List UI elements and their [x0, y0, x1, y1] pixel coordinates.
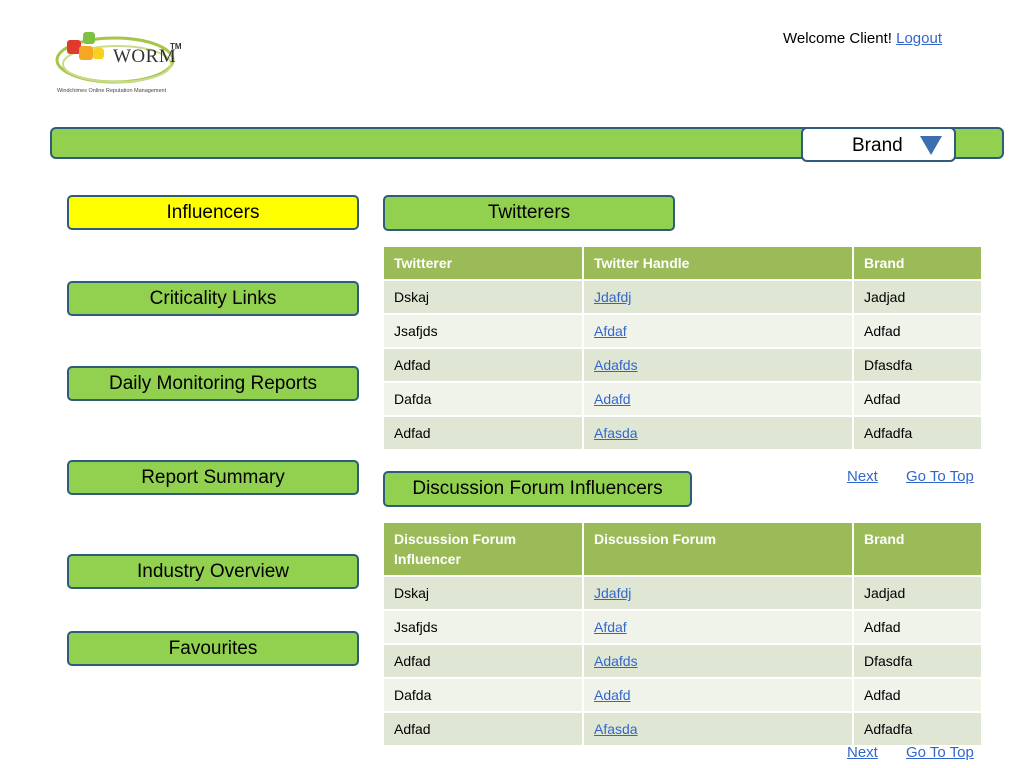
logo-wordmark: WORM [113, 46, 177, 67]
forum-next-link[interactable]: Next [847, 744, 878, 761]
table-row [384, 678, 981, 712]
logo-trademark: TM [170, 42, 182, 51]
welcome-area [783, 30, 942, 47]
twitterer-cell: Adfad [384, 348, 583, 382]
table-row [384, 348, 981, 382]
twitterers-section-title: Twitterers [383, 195, 675, 231]
forum-go-to-top-link[interactable]: Go To Top [906, 744, 974, 761]
brand-cell: Jadjad [853, 280, 981, 314]
twitter-handle-cell [583, 416, 853, 450]
sidebar-item-industry-overview[interactable]: Industry Overview [67, 554, 359, 589]
influencer-cell: Adfad [384, 644, 583, 678]
influencer-cell: Jsafjds [384, 610, 583, 644]
column-header-twitterer: Twitterer [384, 247, 583, 280]
twitter-handle-cell [583, 314, 853, 348]
column-header-brand: Brand [853, 523, 981, 576]
brand-cell: Jadjad [853, 576, 981, 610]
brand-cell: Adfadfa [853, 416, 981, 450]
brand-dropdown[interactable] [801, 127, 956, 162]
twitterer-cell: Jsafjds [384, 314, 583, 348]
forum-influencers-table [384, 523, 981, 747]
twitter-handle-link[interactable]: Afdaf [594, 323, 627, 339]
column-header-discussion-forum-influencer: Discussion Forum Influencer [384, 523, 583, 576]
discussion-forum-link[interactable]: Adafd [594, 687, 631, 703]
triangle-down-icon [920, 136, 942, 155]
brand-cell: Adfadfa [853, 712, 981, 746]
sidebar-item-influencers[interactable]: Influencers [67, 195, 359, 230]
discussion-forum-cell [583, 644, 853, 678]
brand-cell: Adfad [853, 314, 981, 348]
table-row [384, 712, 981, 746]
twitterers-next-link[interactable]: Next [847, 468, 878, 485]
discussion-forum-link[interactable]: Adafds [594, 653, 638, 669]
twitter-handle-cell [583, 280, 853, 314]
brand-cell: Adfad [853, 382, 981, 416]
logo-tagline: Windchimes Online Reputation Management [57, 88, 167, 94]
table-row [384, 644, 981, 678]
discussion-forum-cell [583, 678, 853, 712]
sidebar-item-report-summary[interactable]: Report Summary [67, 460, 359, 495]
influencer-cell: Adfad [384, 712, 583, 746]
twitterers-table [384, 247, 981, 451]
influencer-cell: Dafda [384, 678, 583, 712]
welcome-text: Welcome Client! [783, 30, 892, 47]
column-header-twitter-handle: Twitter Handle [583, 247, 853, 280]
twitter-handle-link[interactable]: Adafds [594, 357, 638, 373]
discussion-forum-link[interactable]: Jdafdj [594, 585, 632, 601]
brand-cell: Dfasdfa [853, 644, 981, 678]
sidebar-item-daily-monitoring-reports[interactable]: Daily Monitoring Reports [67, 366, 359, 401]
sidebar-item-favourites[interactable]: Favourites [67, 631, 359, 666]
column-header-discussion-forum: Discussion Forum [583, 523, 853, 576]
brand-cell: Adfad [853, 610, 981, 644]
table-row [384, 416, 981, 450]
brand-cell: Adfad [853, 678, 981, 712]
brand-dropdown-label: Brand [852, 135, 903, 156]
discussion-forum-cell [583, 576, 853, 610]
twitter-handle-cell [583, 382, 853, 416]
twitterers-go-to-top-link[interactable]: Go To Top [906, 468, 974, 485]
twitter-handle-link[interactable]: Adafd [594, 391, 631, 407]
table-header-row [384, 523, 981, 576]
table-row [384, 610, 981, 644]
discussion-forum-link[interactable]: Afasda [594, 721, 638, 737]
discussion-forum-cell [583, 712, 853, 746]
column-header-brand: Brand [853, 247, 981, 280]
discussion-forum-link[interactable]: Afdaf [594, 619, 627, 635]
brand-cell: Dfasdfa [853, 348, 981, 382]
sidebar-item-criticality-links[interactable]: Criticality Links [67, 281, 359, 316]
twitterer-cell: Dskaj [384, 280, 583, 314]
table-row [384, 576, 981, 610]
twitterer-cell: Adfad [384, 416, 583, 450]
table-header-row [384, 247, 981, 280]
logout-link[interactable]: Logout [896, 30, 942, 47]
table-row [384, 280, 981, 314]
discussion-forum-cell [583, 610, 853, 644]
twitter-handle-link[interactable]: Afasda [594, 425, 638, 441]
table-row [384, 314, 981, 348]
worm-logo [55, 22, 195, 100]
twitterer-cell: Dafda [384, 382, 583, 416]
influencer-cell: Dskaj [384, 576, 583, 610]
table-row [384, 382, 981, 416]
forum-section-title: Discussion Forum Influencers [383, 471, 692, 507]
twitter-handle-cell [583, 348, 853, 382]
twitter-handle-link[interactable]: Jdafdj [594, 289, 632, 305]
